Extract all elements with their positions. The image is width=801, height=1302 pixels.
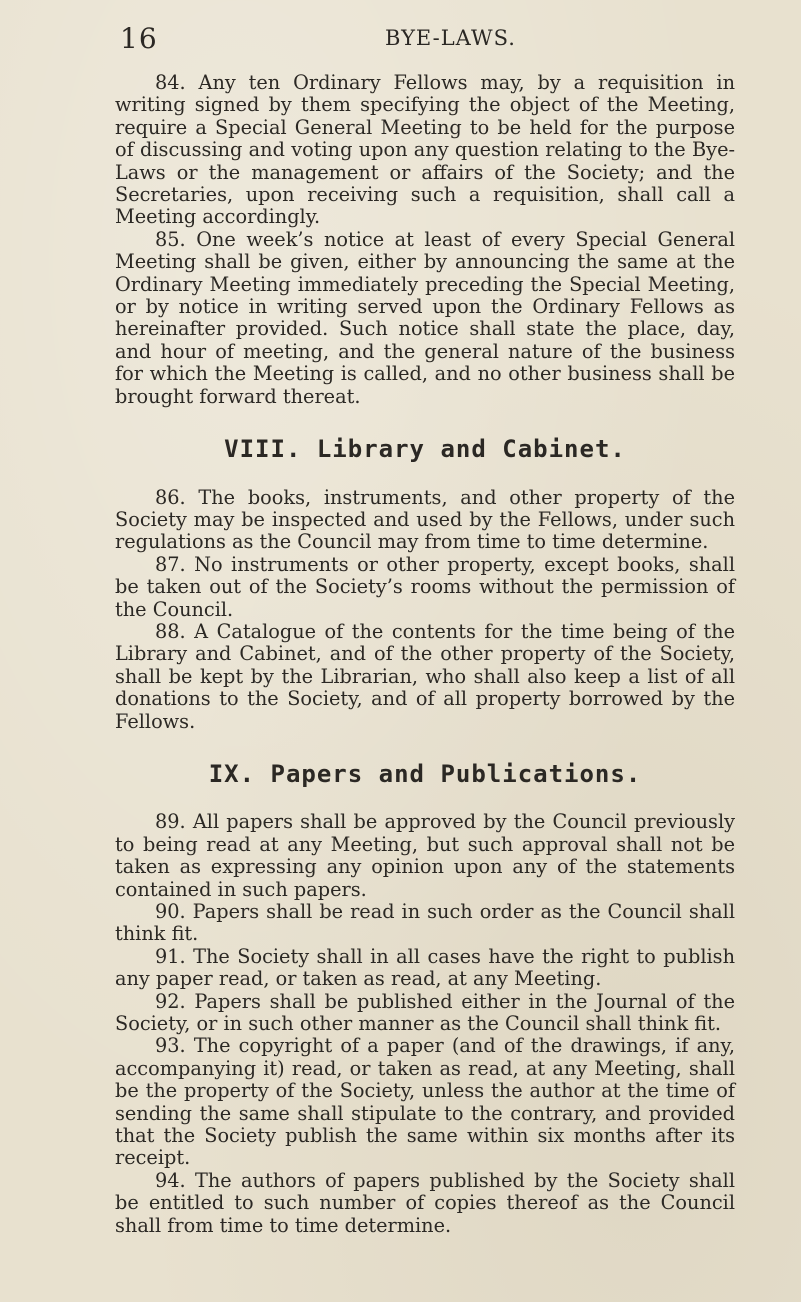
page-number: 16 [120, 22, 158, 55]
page-body [115, 72, 735, 1237]
bye-law-91: 91. The Society shall in all cases have the right to publish any paper read, or taken as read, at any Meeting. [115, 944, 735, 991]
bye-law-86: 86. The books, instruments, and other property of the Society may be inspected and used by the Fellows, under such regulations as the Council may from time to time determine. [115, 485, 735, 554]
bye-law-88: 88. A Catalogue of the contents for the time being of the Library and Cabinet, and of the other property of the Society, shall be kept by the Librarian, who shall also keep a list of all donations to the Society, and of all property borrowed by the Fellows. [115, 619, 735, 733]
bye-law-92: 92. Papers shall be published either in the Journal of the Society, or in such other manner as the Council shall think fit. [115, 989, 735, 1036]
bye-law-85: 85. One week’s notice at least of every Special General Meeting shall be given, either by announcing the same at the Ordinary Meeting immediately preceding the Special Meeting, or by notice in writing served upon the Ordinary Fellows as hereinafter provided. Such notice shall state the place, day, and hour of meeting, and the general nature of the business for which the Meeting is called, and no other business shall be brought forward thereat. [115, 227, 735, 408]
bye-law-89: 89. All papers shall be approved by the Council previously to being read at any Meeting, but such approval shall not be taken as expressing any opinion upon any of the statements contained in such papers. [115, 810, 735, 901]
bye-law-84: 84. Any ten Ordinary Fellows may, by a requisition in writing signed by them specifying the object of the Meeting, require a Special General Meeting to be held for the purpose of discussing and voting upon any question relating to the Bye-Laws or the management or affairs of the Society; and the Secretaries, upon receiving such a requisition, shall call a Meeting accordingly. [115, 71, 735, 229]
bye-law-90: 90. Papers shall be read in such order as the Council shall think fit. [115, 900, 735, 946]
section-heading-papers: IX. Papers and Publications. [208, 759, 642, 788]
page-header [120, 22, 680, 62]
bye-law-93: 93. The copyright of a paper (and of the drawings, if any, accompanying it) read, or taken as read, at any Meeting, shall be the property of the Society, unless the author at the time of sending the same shall stipulate to the contrary, and provided that the Society publish the same within six months after its receipt. [115, 1034, 735, 1170]
bye-law-94: 94. The authors of papers published by the Society shall be entitled to such number of copies thereof as the Council shall from time to time determine. [115, 1168, 735, 1237]
section-heading-library: VIII. Library and Cabinet. [224, 435, 626, 464]
bye-law-87: 87. No instruments or other property, except books, shall be taken out of the Society’s rooms without the permission of the Council. [115, 552, 735, 621]
running-title: BYE-LAWS. [385, 26, 516, 50]
